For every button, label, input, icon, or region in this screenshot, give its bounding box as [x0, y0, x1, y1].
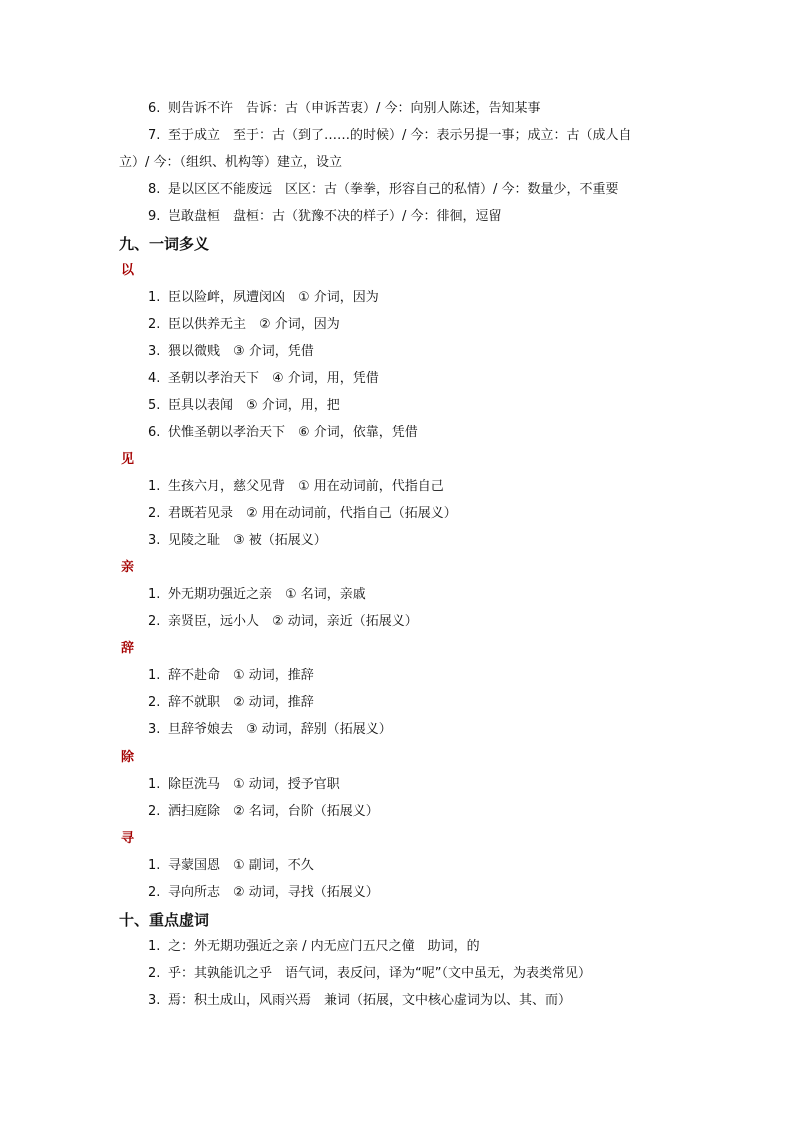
list-item-number: 2.	[148, 614, 161, 629]
list-item-text: 辞不赴命 ① 动词，推辞	[168, 668, 314, 683]
list-item	[148, 289, 379, 307]
list-item	[148, 586, 366, 604]
list-item-text: 乎：其孰能讥之乎 语气词，表反问，译为“呢”（文中虽无，为表类常见）	[168, 966, 591, 981]
list-item-text: 见陵之耻 ③ 被（拓展义）	[168, 533, 327, 548]
list-item-number: 7.	[148, 128, 161, 143]
list-item-continuation: 立）/ 今：（组织、机构等）建立，设立	[119, 155, 343, 170]
list-item-text: 君既若见录 ② 用在动词前，代指自己（拓展义）	[168, 506, 457, 521]
list-item-text: 圣朝以孝治天下 ④ 介词，用，凭借	[168, 371, 379, 386]
list-item	[148, 992, 571, 1010]
list-item-text: 臣以供养无主 ② 介词，因为	[168, 317, 340, 332]
list-item-number: 3.	[148, 993, 161, 1008]
list-item-number: 3.	[148, 722, 161, 737]
word-heading: 辞	[121, 641, 135, 656]
section-heading: 九、一词多义	[119, 235, 210, 253]
list-item	[148, 857, 314, 875]
list-item-number: 6.	[148, 101, 161, 116]
list-item	[148, 613, 418, 631]
list-item-number: 2.	[148, 317, 161, 332]
section-heading: 十、重点虚词	[119, 911, 210, 929]
list-item	[148, 938, 480, 956]
list-item-text: 焉：积土成山，风雨兴焉 兼词（拓展，文中核心虚词为以、其、而）	[168, 993, 572, 1008]
word-heading: 寻	[121, 831, 135, 846]
list-item-text: 臣具以表闻 ⑤ 介词，用，把	[168, 398, 340, 413]
list-item	[148, 776, 340, 794]
list-item	[148, 694, 314, 712]
list-item-text: 洒扫庭除 ② 名词，台阶（拓展义）	[168, 804, 379, 819]
list-item	[148, 803, 379, 821]
word-heading: 以	[121, 263, 135, 278]
word-heading: 除	[121, 750, 135, 765]
list-item-number: 2.	[148, 695, 161, 710]
list-item-number: 2.	[148, 506, 161, 521]
list-item-number: 2.	[148, 885, 161, 900]
list-item	[148, 370, 379, 388]
list-item	[148, 397, 340, 415]
list-item-text: 旦辞爷娘去 ③ 动词，辞别（拓展义）	[168, 722, 392, 737]
list-item-number: 8.	[148, 182, 161, 197]
list-item-number: 1.	[148, 587, 161, 602]
list-item-number: 1.	[148, 858, 161, 873]
list-item-text: 辞不就职 ② 动词，推辞	[168, 695, 314, 710]
list-item	[148, 208, 502, 226]
list-item-number: 2.	[148, 966, 161, 981]
list-item	[148, 316, 340, 334]
list-item-number: 1.	[148, 479, 161, 494]
list-item-number: 9.	[148, 209, 161, 224]
list-item-text: 至于成立 至于：古（到了……的时候）/ 今：表示另提一事；成立：古（成人自	[168, 128, 632, 143]
list-item-number: 2.	[148, 804, 161, 819]
list-item	[148, 884, 379, 902]
list-item-text: 除臣洗马 ① 动词，授予官职	[168, 777, 340, 792]
list-item-text: 外无期功强近之亲 ① 名词，亲戚	[168, 587, 366, 602]
list-item	[148, 343, 314, 361]
list-item-number: 1.	[148, 290, 161, 305]
list-item-number: 1.	[148, 777, 161, 792]
list-item	[148, 424, 418, 442]
list-item-text: 则告诉不许 告诉：古（申诉苦衷）/ 今：向别人陈述，告知某事	[168, 101, 541, 116]
list-item-number: 3.	[148, 344, 161, 359]
list-item-number: 4.	[148, 371, 161, 386]
list-item-text: 臣以险衅，夙遭闵凶 ① 介词，因为	[168, 290, 379, 305]
word-heading: 亲	[121, 560, 135, 575]
list-item	[148, 100, 541, 118]
list-item-number: 1.	[148, 668, 161, 683]
list-item-text: 是以区区不能废远 区区：古（拳拳，形容自己的私情）/ 今：数量少，不重要	[168, 182, 619, 197]
list-item	[148, 127, 632, 145]
list-item	[148, 965, 591, 983]
list-item-text: 伏惟圣朝以孝治天下 ⑥ 介词，依靠，凭借	[168, 425, 418, 440]
list-item-number: 6.	[148, 425, 161, 440]
list-item	[148, 181, 619, 199]
list-item	[148, 505, 457, 523]
list-item-text: 亲贤臣，远小人 ② 动词，亲近（拓展义）	[168, 614, 418, 629]
list-item-text: 之：外无期功强近之亲 / 内无应门五尺之僮 助词，的	[168, 939, 480, 954]
list-item	[148, 721, 392, 739]
list-item	[148, 532, 327, 550]
list-item	[148, 667, 314, 685]
list-item-text: 寻向所志 ② 动词，寻找（拓展义）	[168, 885, 379, 900]
list-item-text: 猥以微贱 ③ 介词，凭借	[168, 344, 314, 359]
list-item-text: 生孩六月，慈父见背 ① 用在动词前，代指自己	[168, 479, 444, 494]
list-item-text: 寻蒙国恩 ① 副词，不久	[168, 858, 314, 873]
list-item-number: 5.	[148, 398, 161, 413]
word-heading: 见	[121, 452, 135, 467]
list-item	[148, 478, 444, 496]
list-item-number: 3.	[148, 533, 161, 548]
list-item-number: 1.	[148, 939, 161, 954]
list-item-text: 岂敢盘桓 盘桓：古（犹豫不决的样子）/ 今：徘徊，逗留	[168, 209, 502, 224]
